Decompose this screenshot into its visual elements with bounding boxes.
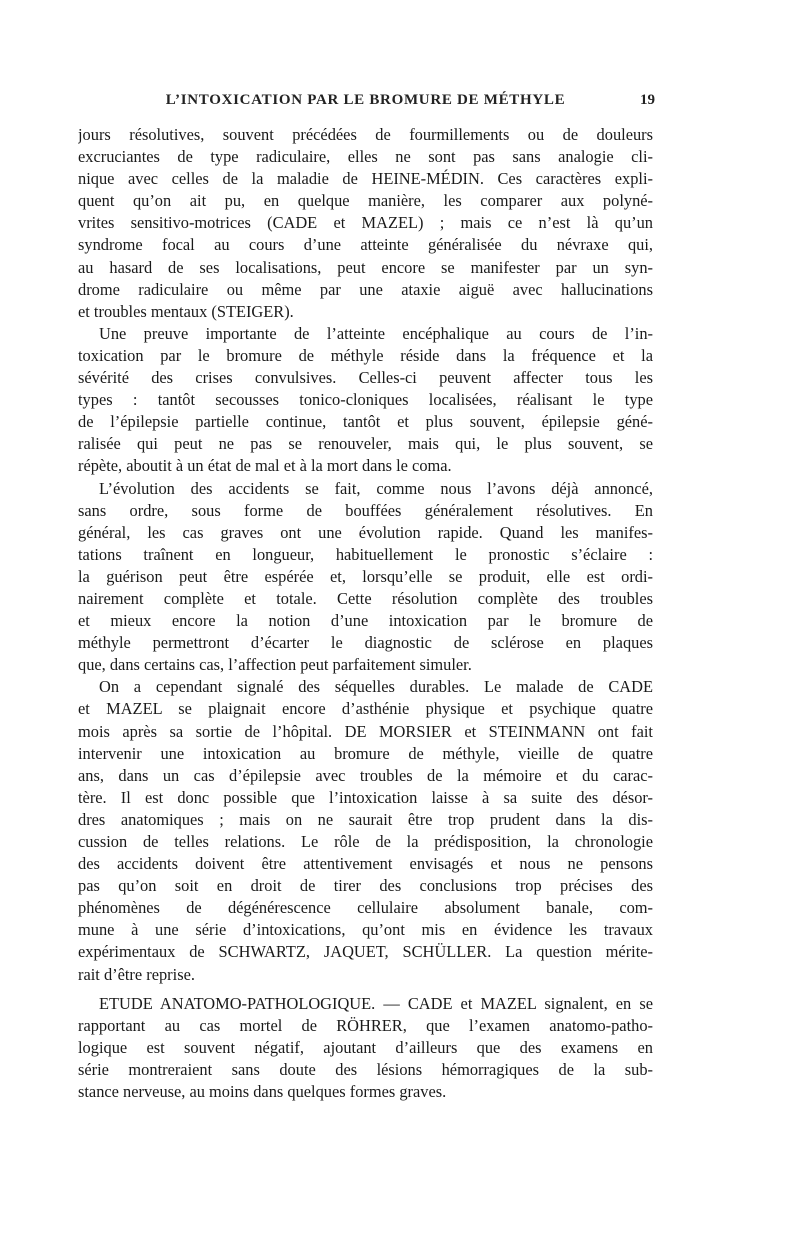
text-line: et troubles mentaux (STEIGER). xyxy=(78,301,294,321)
text-line: stance nerveuse, au moins dans quelques formes graves. xyxy=(78,1082,447,1102)
text-line: au hasard de ses localisations, peut encore se manifester par un syn- xyxy=(78,257,653,277)
text-line: cussion de telles relations. Le rôle de la prédisposition, la chronologie xyxy=(78,832,653,851)
text-line: L’évolution des accidents se fait, comme nous l’avons déjà annoncé, xyxy=(99,478,653,498)
text-line: drome radiculaire ou même par une ataxie aiguë avec hallucinations xyxy=(78,279,653,299)
text-line: général, les cas graves ont une évolution rapide. Quand les manifes- xyxy=(78,522,653,542)
text-line: syndrome focal au cours d’une atteinte généralisée du névraxe qui, xyxy=(78,235,653,255)
text-line: expérimentaux de SCHWARTZ, JAQUET, SCHÜLLER. La question mérite- xyxy=(78,942,653,962)
text-line: ans, dans un cas d’épilepsie avec troubles de la mémoire et du carac- xyxy=(78,765,653,785)
text-line: tère. Il est donc possible que l’intoxication laisse à sa suite des désor- xyxy=(78,787,653,807)
text-line: toxication par le bromure de méthyle réside dans la fréquence et la xyxy=(78,345,653,365)
text-line: ETUDE ANATOMO-PATHOLOGIQUE. — CADE et MAZEL signalent, en se xyxy=(99,993,653,1013)
text-line: de l’épilepsie partielle continue, tantôt et plus souvent, épilepsie géné- xyxy=(78,412,653,432)
text-line: pas qu’on soit en droit de tirer des conclusions trop précises des xyxy=(78,876,653,896)
text-line: ralisée qui peut ne pas se renouveler, mais qui, le plus souvent, se xyxy=(78,434,653,454)
text-line: répète, aboutit à un état de mal et à la mort dans le coma. xyxy=(78,456,452,476)
text-line: des accidents doivent être attentivement envisagés et nous ne pensons xyxy=(78,854,653,874)
running-title: L’INTOXICATION PAR LE BROMURE DE MÉTHYLE xyxy=(165,92,566,108)
text-line: quent qu’on ait pu, en quelque manière, les comparer aux polyné- xyxy=(78,191,653,211)
text-line: que, dans certains cas, l’affection peut parfaitement simuler. xyxy=(78,655,472,675)
text-line: On a cependant signalé des séquelles durables. Le malade de CADE xyxy=(99,677,653,697)
text-line: mois après sa sortie de l’hôpital. DE MORSIER et STEINMANN ont fait xyxy=(78,721,653,741)
text-line: rapportant au cas mortel de RÖHRER, que l’examen anatomo-patho- xyxy=(78,1015,653,1035)
text-line: sévérité des crises convulsives. Celles-ci peuvent affecter tous les xyxy=(78,368,653,388)
text-line: logique est souvent négatif, ajoutant d’ailleurs que des examens en xyxy=(78,1037,653,1057)
page-number: 19 xyxy=(640,92,655,108)
text-line: série montreraient sans doute des lésions hémorragiques de la sub- xyxy=(78,1059,653,1079)
text-line: nique avec celles de la maladie de HEINE-MÉDIN. Ces caractères expli- xyxy=(78,169,653,189)
text-line: mune à une série d’intoxications, qu’ont mis en évidence les travaux xyxy=(78,920,653,940)
text-line: méthyle permettront d’écarter le diagnostic de sclérose en plaques xyxy=(78,633,653,653)
text-line: et MAZEL se plaignait encore d’asthénie physique et psychique quatre xyxy=(78,699,653,719)
text-line: dres anatomiques ; mais on ne saurait être trop prudent dans la dis- xyxy=(78,809,653,829)
text-line: rait d’être reprise. xyxy=(78,964,195,984)
text-line: vrites sensitivo-motrices (CADE et MAZEL) ; mais ce n’est là qu’un xyxy=(78,213,653,233)
text-line: nairement complète et totale. Cette résolution complète des troubles xyxy=(78,588,653,608)
text-line: jours résolutives, souvent précédées de fourmillements ou de douleurs xyxy=(78,125,653,144)
text-line: phénomènes de dégénérescence cellulaire absolument banale, com- xyxy=(78,898,653,918)
section-gap xyxy=(78,986,653,993)
text-line: la guérison peut être espérée et, lorsqu’elle se produit, elle est ordi- xyxy=(78,566,653,586)
text-line: tations traînent en longueur, habituellement le pronostic s’éclaire : xyxy=(78,544,653,564)
text-line: types : tantôt secousses tonico-cloniques localisées, réalisant le type xyxy=(78,390,653,410)
text-line: intervenir une intoxication au bromure de méthyle, vieille de quatre xyxy=(78,743,653,763)
body-text xyxy=(78,124,653,1103)
running-header xyxy=(78,92,653,109)
text-line: excruciantes de type radiculaire, elles ne sont pas sans analogie cli- xyxy=(78,147,653,167)
text-line: sans ordre, sous forme de bouffées généralement résolutives. En xyxy=(78,500,653,520)
text-line: Une preuve importante de l’atteinte encéphalique au cours de l’in- xyxy=(99,323,653,343)
text-line: et mieux encore la notion d’une intoxication par le bromure de xyxy=(78,611,653,631)
